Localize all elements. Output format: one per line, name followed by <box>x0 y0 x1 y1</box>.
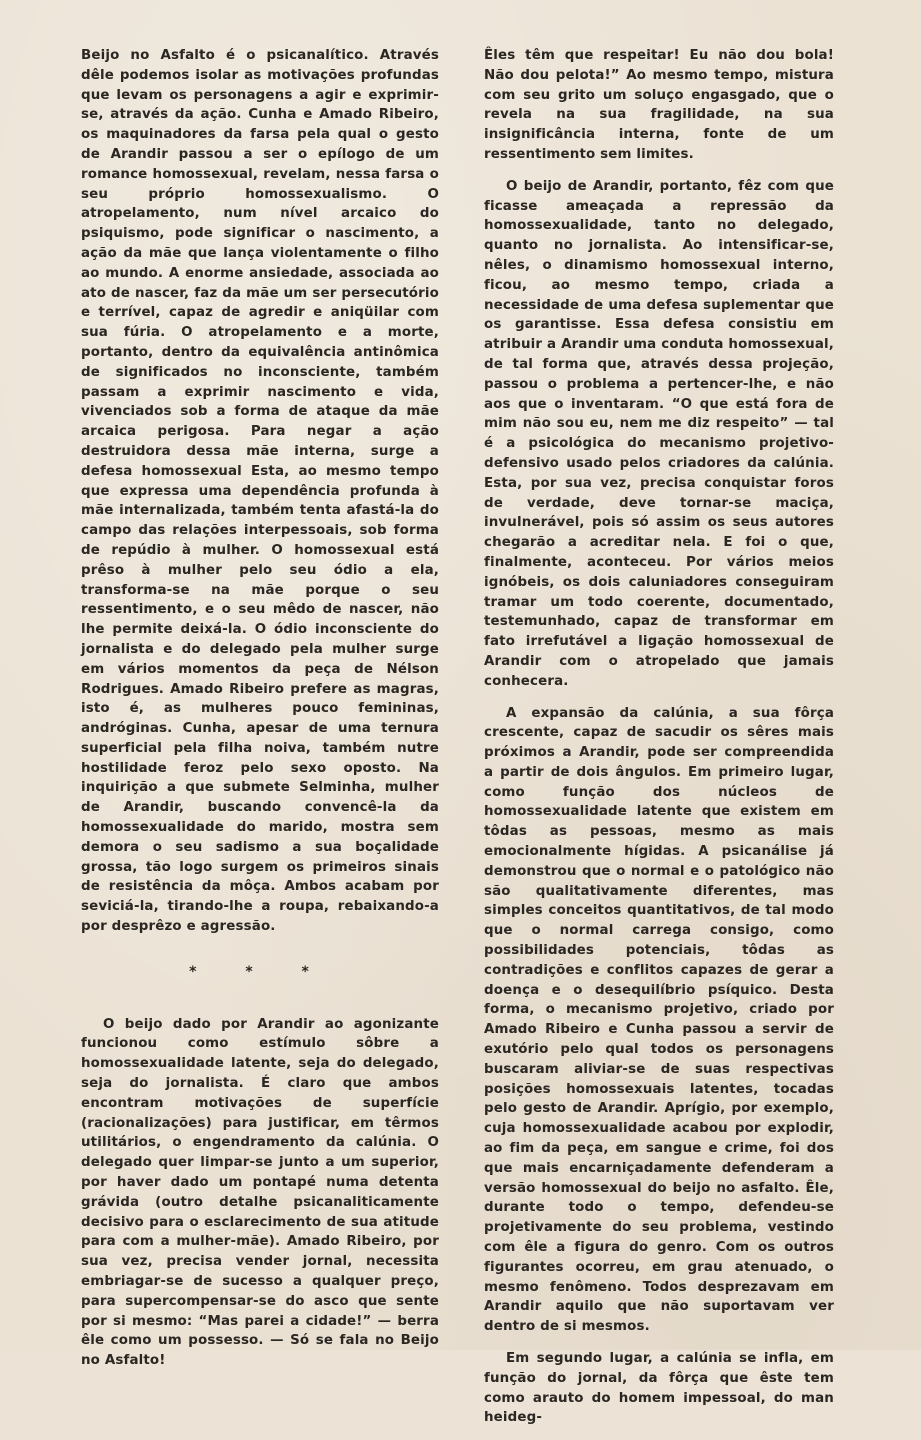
section-separator: * * * <box>189 963 331 980</box>
right-paragraph-4: Em segundo lugar, a calúnia se infla, em função do jornal, da fôrça que êste tem como arauto do homem impessoal, do man heideg- <box>484 1351 834 1426</box>
right-paragraph-1: Êles têm que respeitar! Eu não dou bola! Não dou pelota!” Ao mesmo tempo, mistura com seu grito um soluço engasgado, que o revela na sua fragilidade, na sua insignificância interna, fonte de um ressentimento sem limites. <box>484 48 834 162</box>
left-paragraph-1: Beijo no Asfalto é o psicanalítico. Através dêle podemos isolar as motivações profundas que levam os personagens a agir e exprimir-se, através da ação. Cunha e Amado Ribeiro, os maquinadores da farsa pela qual o gesto de Arandir passou a ser o epílogo de um romance homossexual, revelam, nessa farsa o seu próprio homossexualismo. O atropelamento, num nível arcaico do psiquismo, pode significar o nascimento, a ação da mãe que lança violentamente o filho ao mundo. A enorme ansiedade, associada ao ato de nascer, faz da mãe um ser persecutório e terrível, capaz de agredir e aniqüilar com sua fúria. O atropelamento e a morte, portanto, dentro da equivalência antinômica de significados no inconsciente, também passam a exprimir nascimento e vida, vivenciados sob a forma de ataque da mãe arcaica perigosa. Para negar a ação destruidora dessa mãe interna, surge a defesa homossexual Esta, ao mesmo tempo que expressa uma dependência profunda à mãe internalizada, também tenta afastá-la do campo das relações interpessoais, sob forma de repúdio à mulher. O homossexual está prêso à mulher pelo seu ódio a ela, transforma-se na mãe porque o seu ressentimento, e o seu mêdo de nascer, não lhe permite deixá-la. O ódio inconsciente do jornalista e do delegado pela mulher surge em vários momentos da peça de Nélson Rodrigues. Amado Ribeiro prefere as magras, isto é, as mulheres pouco femininas, andróginas. Cunha, apesar de uma ternura superficial pela filha noiva, também nutre hostilidade feroz pelo sexo oposto. Na inquirição a que submete Selminha, mulher de Arandir, buscando convencê-la da homossexualidade do marido, mostra sem demora o seu sadismo a sua boçalidade grossa, tão logo surgem os primeiros sinais de resistência da môça. Ambos acabam por seviciá-la, tirando-lhe a roupa, rebaixando-a por desprêzo e agressão. <box>81 48 439 935</box>
left-paragraph-2: O beijo dado por Arandir ao agonizante funcionou como estímulo sôbre a homossexualidade latente, seja do delegado, seja do jornalista. É claro que ambos encontram motivações de superfície (racionalizações) para justificar, em têrmos utilitários, o engendramento da calúnia. O delegado quer limpar-se junto a um superior, por haver dado um pontapé numa detenta grávida (outro detalhe psicanaliticamente decisivo para o esclarecimento de sua atitude para com a mulher-mãe). Amado Ribeiro, por sua vez, precisa vender jornal, necessita embriagar-se de sucesso a qualquer preço, para supercompensar-se do asco que sente por si mesmo: “Mas parei a cidade!” — berra êle como um possesso. — Só se fala no Beijo no Asfalto! <box>81 1016 439 1369</box>
left-column <box>81 46 439 1383</box>
right-paragraph-2: O beijo de Arandir, portanto, fêz com que ficasse ameaçada a repressão da homossexualidade, tanto no delegado, quanto no jornalista. Ao intensificar-se, nêles, o dinamismo homossexual interno, ficou, ao mesmo tempo, criada a necessidade de uma defesa suplementar que os garantisse. Essa defesa consistiu em atribuir a Arandir uma conduta homossexual, de tal forma que, através dessa projeção, passou o problema a pertencer-lhe, e não aos que o inventaram. “O que está fora de mim não sou eu, nem me diz respeito” — tal é a psicológica do mecanismo projetivo-defensivo usado pelos criadores da calúnia. Esta, por sua vez, precisa conquistar foros de verdade, deve tornar-se maciça, invulnerável, pois só assim os seus autores chegarão a acreditar nela. E foi o que, finalmente, aconteceu. Por vários meios ignóbeis, os dois caluniadores conseguiram tramar um todo coerente, documentado, testemunhado, capaz de transformar em fato irrefutável a ligação homossexual de Arandir com o atropelado que jamais conhecera. <box>484 178 834 689</box>
right-paragraph-3: A expansão da calúnia, a sua fôrça crescente, capaz de sacudir os sêres mais próximos a Arandir, pode ser compreendida a partir de dois ângulos. Em primeiro lugar, como função dos núcleos de homossexualidade latente que existem em tôdas as pessoas, mesmo as mais emocionalmente hígidas. A psicanálise já demonstrou que o normal e o patológico não são qualitativamente diferentes, mas simples conceitos quantitativos, de tal modo que o normal carrega consigo, como possibilidades potenciais, tôdas as contradições e conflitos capazes de gerar a doença e o desequilíbrio psíquico. Desta forma, o mecanismo projetivo, criado por Amado Ribeiro e Cunha passou a servir de exutório pelo qual todos os personagens buscaram aliviar-se de suas respectivas posições homossexuais latentes, tocadas pelo gesto de Arandir. Aprígio, por exemplo, cuja homossexualidade acabou por explodir, ao fim da peça, em sangue e crime, foi dos que mais encarniçadamente defenderam a versão homossexual do beijo no asfalto. Êle, durante todo o tempo, defendeu-se projetivamente do seu problema, vestindo com êle a figura do genro. Com os outros figurantes ocorreu, em grau atenuado, o mesmo fenômeno. Todos desprezavam em Arandir aquilo que não suportavam ver dentro de si mesmos. <box>484 705 834 1335</box>
right-column <box>484 46 834 1440</box>
